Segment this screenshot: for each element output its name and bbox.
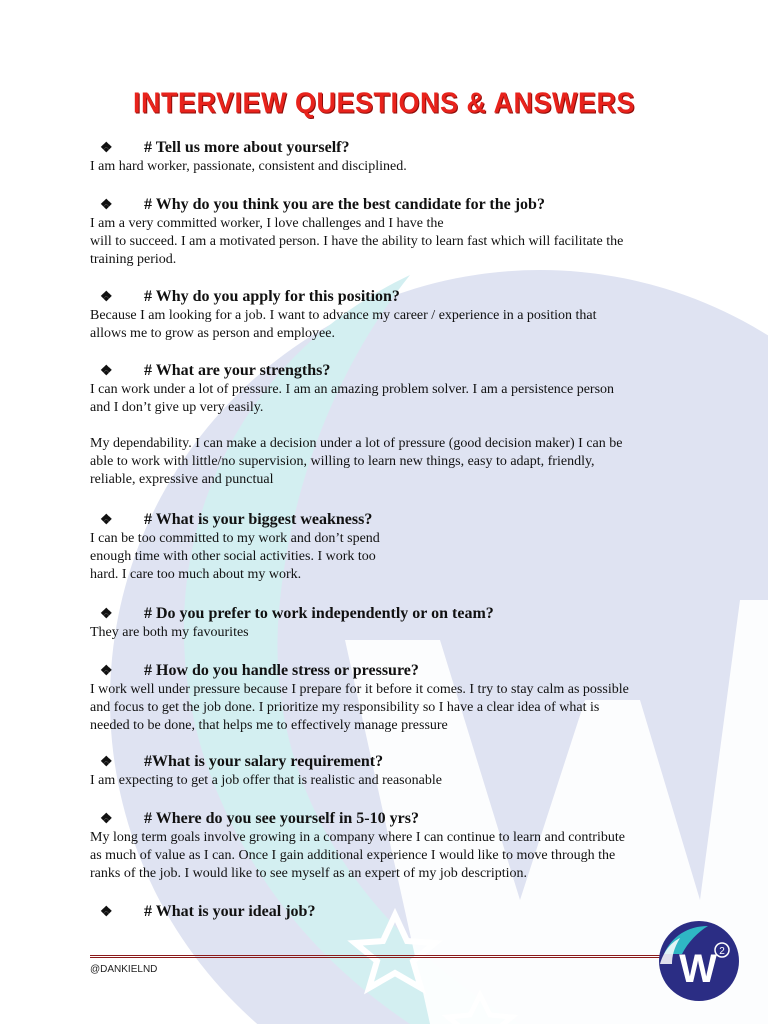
qa-section-9	[90, 809, 690, 883]
answer-text: I can work under a lot of pressure. I am an amazing problem solver. I am a persistence person and I don’t give up very easily. My dependability. I can make a decision under a lot of pressure (good decision maker) I can be able to work with little/no supervision, willing to learn new things, easy to adapt, friendly, reliable, expressive and punctual	[90, 382, 623, 487]
question-heading	[90, 604, 690, 624]
answer-text: They are both my favourites	[90, 625, 249, 640]
qa-section-7	[90, 661, 690, 735]
question-text: # Why do you think you are the best candidate for the job?	[144, 196, 545, 213]
page-title: INTERVIEW QUESTIONS & ANSWERS	[132, 87, 636, 119]
logo-letter: W	[679, 947, 717, 991]
question-text: # Do you prefer to work independently or on team?	[144, 605, 494, 622]
answer-text: I am expecting to get a job offer that is realistic and reasonable	[90, 773, 442, 788]
diamond-bullet-icon: ❖	[100, 364, 113, 379]
question-heading	[90, 195, 690, 215]
answer-text: My long term goals involve growing in a company where I can continue to learn and contribute as much of value as I can. Once I gain additional experience I would like to move through the ranks of the job. I would like to see myself as an expert of my job description.	[90, 830, 625, 881]
question-heading	[90, 809, 690, 829]
qa-section-10	[90, 902, 690, 922]
answer-text: I can be too committed to my work and don’t spend enough time with other social activities. I work too hard. I care too much about my work.	[90, 531, 380, 582]
qa-section-3	[90, 287, 690, 343]
qa-section-2	[90, 195, 690, 269]
diamond-bullet-icon: ❖	[100, 513, 113, 528]
diamond-bullet-icon: ❖	[100, 755, 113, 770]
answer-text: I am a very committed worker, I love challenges and I have the will to succeed. I am a motivated person. I have the ability to learn fast which will facilitate the training period.	[90, 216, 624, 267]
w-squared-logo-icon	[658, 920, 740, 1002]
footer-handle: @DANKIELND	[90, 964, 158, 975]
question-heading	[90, 287, 690, 307]
question-text: # What is your ideal job?	[144, 903, 316, 920]
diamond-bullet-icon: ❖	[100, 141, 113, 156]
qa-section-8	[90, 752, 690, 790]
footer-divider	[90, 955, 670, 958]
diamond-bullet-icon: ❖	[100, 290, 113, 305]
question-text: # Where do you see yourself in 5-10 yrs?	[144, 810, 419, 827]
logo-superscript: 2	[719, 946, 725, 957]
question-text: #What is your salary requirement?	[144, 753, 384, 770]
question-heading	[90, 138, 690, 158]
diamond-bullet-icon: ❖	[100, 198, 113, 213]
diamond-bullet-icon: ❖	[100, 812, 113, 827]
qa-section-5	[90, 510, 690, 584]
diamond-bullet-icon: ❖	[100, 664, 113, 679]
question-text: # Tell us more about yourself?	[144, 139, 350, 156]
answer-text: I work well under pressure because I prepare for it before it comes. I try to stay calm as possible and focus to get the job done. I prioritize my responsibility so I have a clear idea of what is needed to be done, that helps me to effectively manage pressure	[90, 682, 629, 733]
qa-section-6	[90, 604, 690, 642]
diamond-bullet-icon: ❖	[100, 607, 113, 622]
question-heading	[90, 902, 690, 922]
question-heading	[90, 361, 690, 381]
qa-section-4	[90, 361, 690, 489]
question-text: # How do you handle stress or pressure?	[144, 662, 419, 679]
question-heading	[90, 661, 690, 681]
answer-text: I am hard worker, passionate, consistent and disciplined.	[90, 159, 407, 174]
question-text: # Why do you apply for this position?	[144, 288, 400, 305]
question-heading	[90, 510, 690, 530]
question-heading	[90, 752, 690, 772]
answer-text: Because I am looking for a job. I want to advance my career / experience in a position that allows me to grow as person and employee.	[90, 308, 597, 341]
diamond-bullet-icon: ❖	[100, 905, 113, 920]
qa-section-1	[90, 138, 690, 176]
question-text: # What is your biggest weakness?	[144, 511, 373, 528]
question-text: # What are your strengths?	[144, 362, 331, 379]
